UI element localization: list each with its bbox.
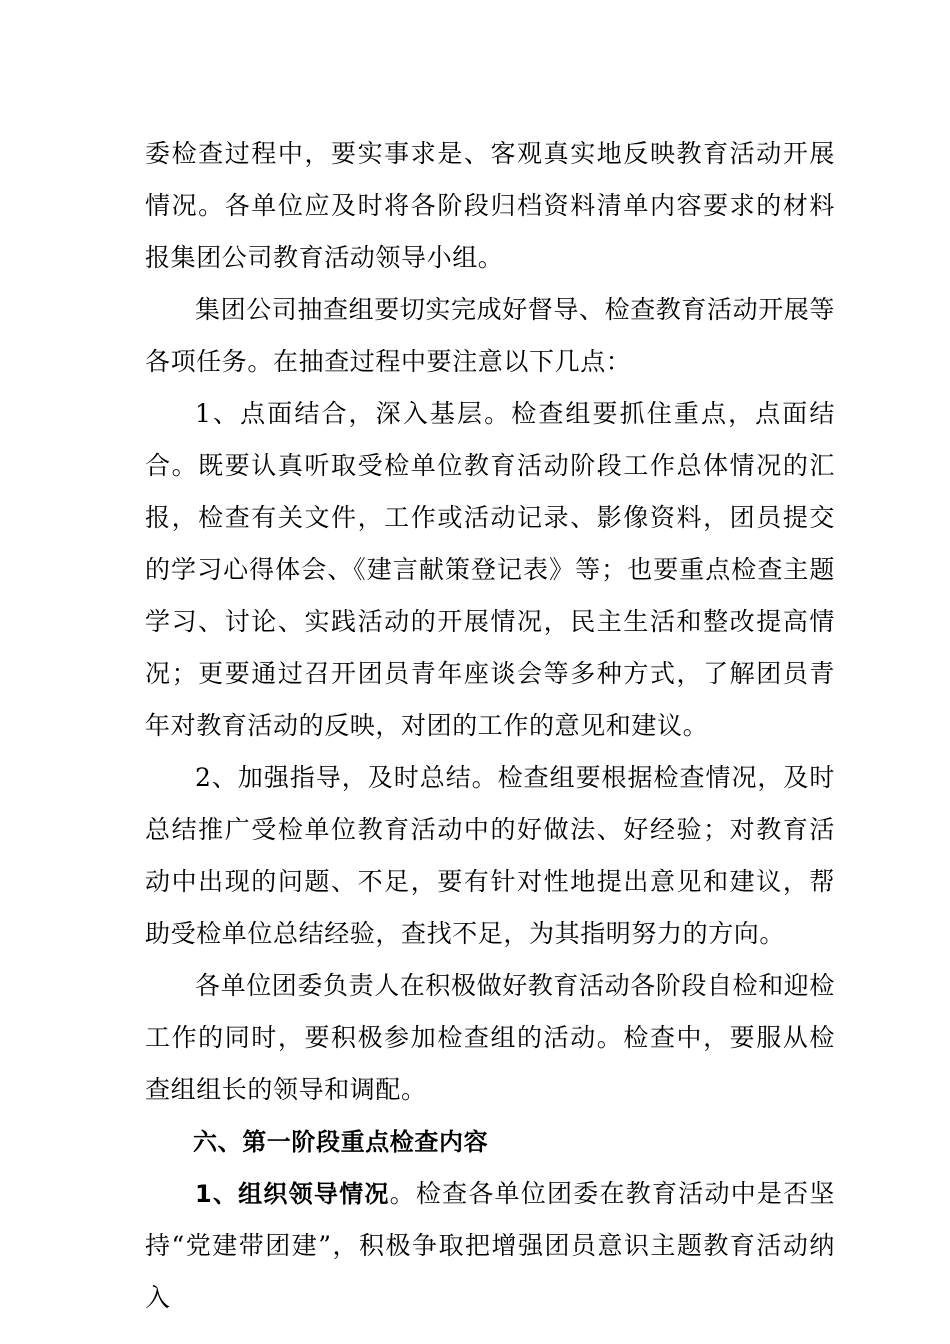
section-heading: 六、第一阶段重点检查内容	[193, 1128, 489, 1156]
paragraph-unit-responsibility: 各单位团委负责人在积极做好教育活动各阶段自检和迎检工作的同时，要积极参加检查组的活动。检查中，要服从检查组组长的领导和调配。	[145, 971, 836, 1104]
paragraph-inspection-tasks: 集团公司抽查组要切实完成好督导、检查教育活动开展等各项任务。在抽查过程中要注意以下几点：	[145, 295, 836, 376]
document-body	[145, 128, 835, 1324]
paragraph-point-1: 1、点面结合，深入基层。检查组要抓住重点，点面结合。既要认真听取受检单位教育活动阶段工作总体情况的汇报，检查有关文件，工作或活动记录、影像资料，团员提交的学习心得体会、《建言献策登记表》等；也要重点检查主题学习、讨论、实践活动的开展情况，民主生活和整改提高情况；更要通过召开团员青年座谈会等多种方式，了解团员青年对教育活动的反映，对团的工作的意见和建议。	[145, 399, 835, 740]
paragraph-organization-leadership	[145, 1168, 835, 1324]
paragraph-lead-text: 1、组织领导情况	[195, 1180, 390, 1208]
paragraph-continuation: 委检查过程中，要实事求是、客观真实地反映教育活动开展情况。各单位应及时将各阶段归档资料清单内容要求的材料报集团公司教育活动领导小组。	[145, 139, 835, 272]
paragraph-rest-text: 。检查各单位团委在教育活动中是否坚持“党建带团建”，积极争取把增强团员意识主题教育活动纳入	[145, 1179, 836, 1312]
paragraph-point-2: 2、加强指导，及时总结。检查组要根据检查情况，及时总结推广受检单位教育活动中的好做法、好经验；对教育活动中出现的问题、不足，要有针对性地提出意见和建议，帮助受检单位总结经验，查找不足，为其指明努力的方向。	[145, 763, 835, 948]
